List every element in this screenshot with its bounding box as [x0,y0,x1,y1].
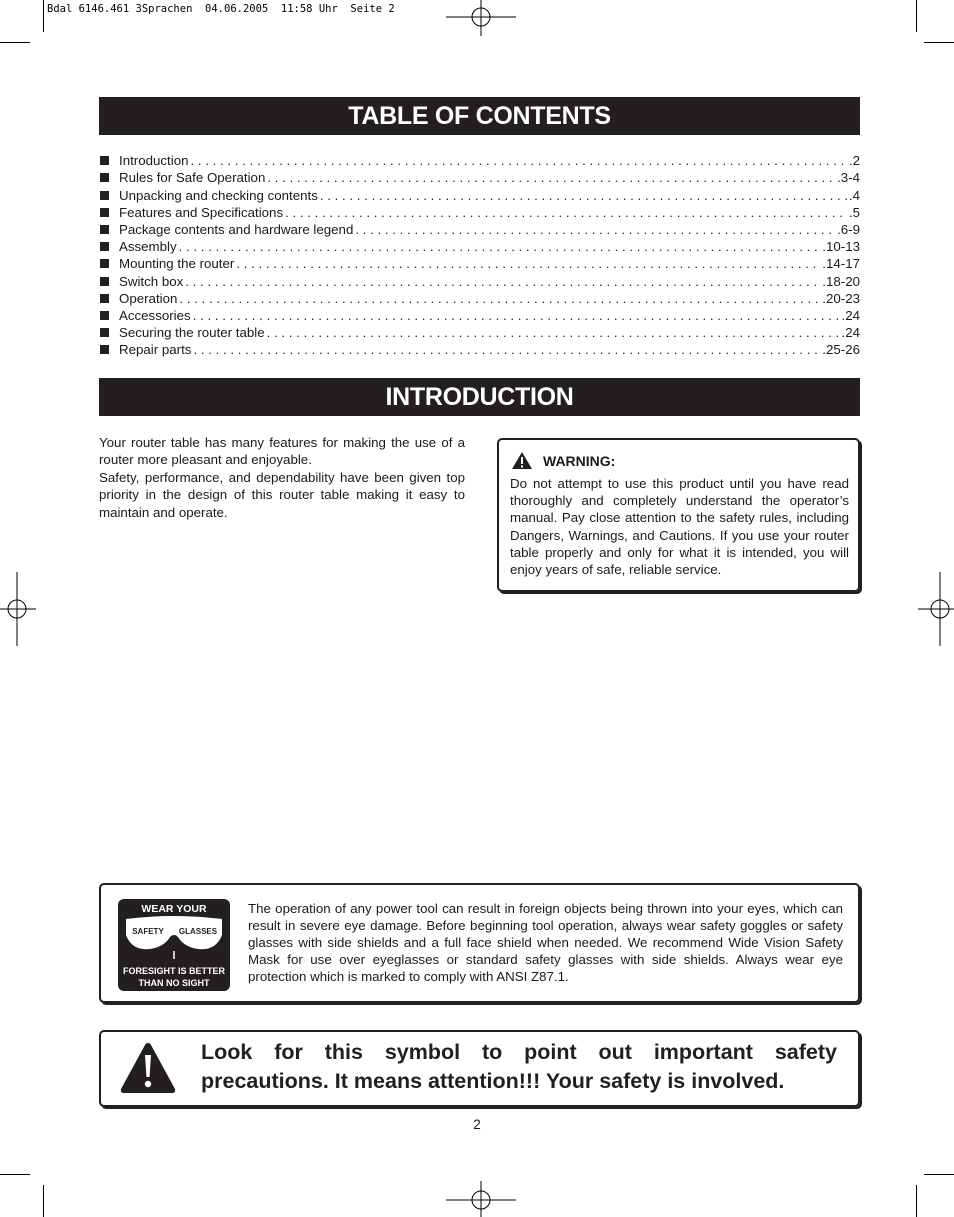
safety-glasses-badge-icon [118,899,230,991]
toc-item-page: .2 [848,153,860,169]
toc-item [99,272,860,289]
crop-mark [0,1174,30,1175]
eye-protection-box [99,883,860,1003]
toc-item [99,221,860,238]
toc-item-label: Assembly [119,239,177,255]
badge-left-text: SAFETY [132,927,164,936]
crop-mark [0,42,30,43]
page-number: 2 [473,1117,481,1132]
bullet-square-icon [100,328,109,337]
badge-bottom-text: FORESIGHT IS BETTER [122,966,226,976]
toc-item-label: Operation [119,290,178,306]
toc-item-page: .3-4 [837,170,860,186]
crop-mark [43,0,44,32]
toc-item [99,169,860,186]
bullet-square-icon [100,191,109,200]
toc-item-page: .4 [848,187,860,203]
crop-mark [924,42,954,43]
table-of-contents [99,152,860,358]
toc-leader-dots [190,152,846,169]
toc-item-page: .24 [841,307,860,323]
toc-item [99,238,860,255]
toc-item-page: .6-9 [837,221,860,237]
toc-leader-dots [320,187,847,204]
warning-heading [511,451,615,470]
registration-mark-left [0,572,36,646]
toc-leader-dots [179,238,821,255]
toc-item-label: Rules for Safe Operation [119,170,266,186]
toc-item [99,290,860,307]
toc-item-page: .25-26 [822,342,860,358]
toc-item [99,307,860,324]
toc-item [99,186,860,203]
toc-leader-dots [285,204,847,221]
introduction-title-banner: INTRODUCTION [99,378,860,416]
badge-bottom-text: THAN NO SIGHT [138,978,210,988]
toc-item-page: .14-17 [822,256,860,272]
safety-symbol-text: Look for this symbol to point out important safety precautions. It means attention!!! Your safety is involved. [201,1040,837,1093]
toc-item [99,341,860,358]
registration-mark-top [446,0,516,36]
toc-leader-dots [185,273,820,290]
bullet-square-icon [100,294,109,303]
bullet-square-icon [100,277,109,286]
bullet-square-icon [100,345,109,354]
toc-item [99,255,860,272]
toc-item-page: .24 [841,325,860,341]
toc-item-label: Unpacking and checking contents [119,187,318,203]
toc-item-page: .20-23 [822,290,860,306]
crop-mark [916,1185,917,1217]
toc-item-label: Features and Specifications [119,204,284,220]
toc-leader-dots [267,169,835,186]
toc-item-label: Switch box [119,273,184,289]
toc-item-page: .18-20 [822,273,860,289]
toc-item [99,204,860,221]
toc-leader-dots [267,324,840,341]
badge-top-text: WEAR YOUR [141,903,207,915]
toc-item-label: Accessories [119,307,191,323]
toc-title-banner: TABLE OF CONTENTS [99,97,860,135]
bullet-square-icon [100,156,109,165]
badge-right-text: GLASSES [178,927,218,936]
safety-alert-symbol-icon [119,1041,177,1095]
toc-item [99,324,860,341]
warning-triangle-icon [511,451,533,470]
introduction-paragraph: Safety, performance, and dependability have been given top priority in the design of this router table making it easy to maintain and operate. [99,469,465,520]
crop-mark [43,1185,44,1217]
toc-item-page: .10-13 [822,239,860,255]
warning-box [497,438,860,592]
safety-symbol-box [99,1030,860,1107]
introduction-text [99,434,465,521]
registration-mark-bottom [446,1181,516,1217]
toc-item-page: .5 [848,204,860,220]
toc-item-label: Mounting the router [119,256,235,272]
toc-leader-dots [193,307,840,324]
toc-item-label: Repair parts [119,342,192,358]
introduction-paragraph: Your router table has many features for making the use of a router more pleasant and enjoyable. [99,435,465,468]
bullet-square-icon [100,225,109,234]
toc-item-label: Securing the router table [119,325,265,341]
toc-item [99,152,860,169]
eye-protection-text: The operation of any power tool can result in foreign objects being thrown into your eyes, which can result in severe eye damage. Before beginning tool operation, always wear safety goggles or safety glasses with side shields and a full face shield when needed. We recommend Wide Vision Safety Mask for use over eyeglasses or standard safety glasses with side shields. Always wear eye protection which is marked to comply with ANSI Z87.1. [248,901,843,984]
bullet-square-icon [100,311,109,320]
toc-leader-dots [355,221,835,238]
toc-item-label: Package contents and hardware legend [119,221,354,237]
print-slug-line: Bdal 6146.461 3Sprachen 04.06.2005 11:58 Uhr Seite 2 [47,3,395,15]
bullet-square-icon [100,259,109,268]
crop-mark [924,1174,954,1175]
toc-leader-dots [193,341,820,358]
bullet-square-icon [100,208,109,217]
bullet-square-icon [100,173,109,182]
crop-mark [916,0,917,32]
toc-leader-dots [179,290,820,307]
toc-item-label: Introduction [119,153,189,169]
registration-mark-right [918,572,954,646]
toc-leader-dots [236,255,820,272]
bullet-square-icon [100,242,109,251]
warning-label: WARNING: [543,452,616,469]
warning-body: Do not attempt to use this product until you have read thoroughly and completely understand the operator’s manual. Pay close attention to the safety rules, including Dangers, Warnings, and Cautions. If you use your router table properly and only for what it is intended, you will enjoy years of safe, reliable service. [510,476,849,578]
